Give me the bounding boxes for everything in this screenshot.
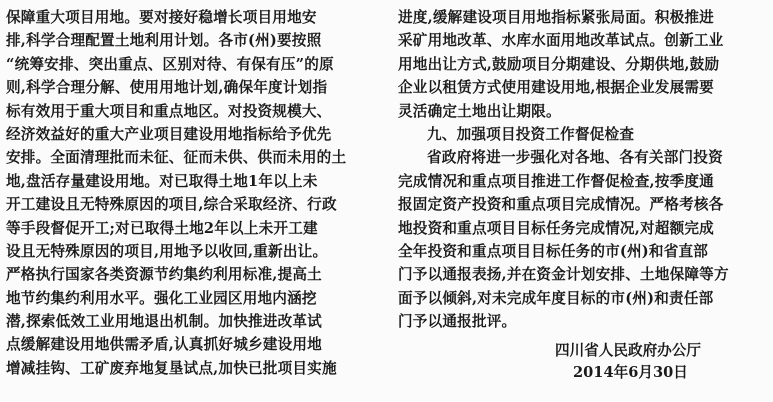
text-line: 地,盘活存量建设用地。对已取得土地1年以上未 — [6, 172, 318, 190]
text-line: 面予以倾斜,对未完成年度目标的市(州)和责任部 — [398, 289, 714, 307]
section-heading: 九、加强项目投资工作督促检查 — [427, 125, 635, 143]
text-line: 全年投资和重点项目目标任务的市(州)和省直部 — [398, 242, 709, 260]
text-line: 经济效益好的重大产业项目建设用地指标给予优先 — [6, 125, 332, 143]
text-line: 完成情况和重点项目推进工作督促检查,按季度通 — [398, 172, 714, 190]
text-line: 灵活确定土地出让期限。 — [398, 102, 561, 120]
signature-organization: 四川省人民政府办公厅 — [555, 342, 701, 359]
text-line: 门予以通报批评。 — [398, 313, 517, 331]
text-line: 地节约集约利用水平。强化工业园区用地内涵挖 — [6, 289, 317, 307]
text-line: 报固定资产投资和重点项目完成情况。严格考核各 — [398, 196, 724, 214]
text-line: 点缓解建设用地供需矛盾,认真抓好城乡建设用地 — [6, 336, 322, 354]
text-line: 设且无特殊原因的项目,用地予以收回,重新出让。 — [6, 242, 328, 260]
text-line: 用地出让方式,鼓励项目分期建设、分期供地,鼓励 — [398, 55, 720, 73]
text-line: 等手段督促开工;对已取得土地2年以上未开工建 — [6, 219, 318, 237]
left-column — [6, 6, 379, 380]
text-line: 潜,探索低效工业用地退出机制。加快推进改革试 — [6, 313, 322, 331]
text-line: “统筹安排、突出重点、区别对待、有保有压”的原 — [6, 55, 334, 73]
text-line: 严格执行国家各类资源节约集约利用标准,提高土 — [6, 266, 322, 284]
text-line: 省政府将进一步强化对各地、各有关部门投资 — [427, 149, 723, 167]
text-line: 门予以通报表扬,并在资金计划安排、土地保障等方 — [398, 266, 729, 284]
right-column — [398, 6, 770, 333]
text-line: 进度,缓解建设项目用地指标紧张局面。积极推进 — [398, 9, 714, 26]
text-line: 增减挂钩、工矿废弃地复垦试点,加快已批项目实施 — [6, 359, 337, 377]
text-line: 安排。全面清理批而未征、征而未供、供而未用的土 — [6, 149, 347, 167]
text-line: 地投资和重点项目目标任务完成情况,对超额完成 — [398, 219, 714, 237]
text-line: 保障重大项目用地。要对接好稳增长项目用地安 — [6, 9, 317, 26]
text-line: 排,科学合理配置土地利用计划。各市(州)要按照 — [6, 32, 322, 50]
text-line: 采矿用地改革、水库水面用地改革试点。创新工业 — [398, 32, 724, 50]
text-line: 标有效用于重大项目和重点地区。对投资规模大、 — [6, 102, 332, 120]
text-line: 则,科学合理分解、使用用地计划,确保年度计划指 — [6, 79, 328, 97]
text-line: 企业以租赁方式使用建设用地,根据企业发展需要 — [398, 79, 714, 97]
text-line: 开工建设且无特殊原因的项目,综合采取经济、行政 — [6, 196, 337, 214]
signature-date: 2014年6月30日 — [573, 364, 688, 381]
